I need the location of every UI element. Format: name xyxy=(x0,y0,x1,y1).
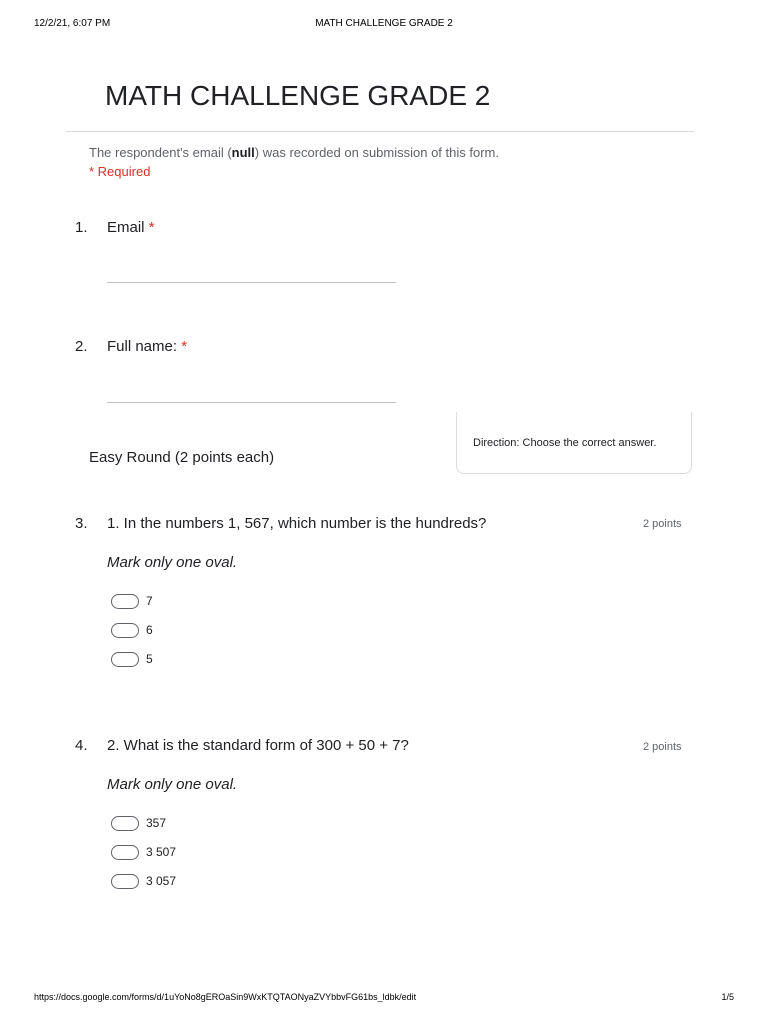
radio-oval[interactable] xyxy=(111,845,139,860)
question-number: 2. xyxy=(75,338,88,355)
radio-oval[interactable] xyxy=(111,623,139,638)
direction-box xyxy=(456,412,692,474)
points-label: 2 points xyxy=(643,741,682,753)
radio-oval[interactable] xyxy=(111,652,139,667)
note-suffix: ) was recorded on submission of this form. xyxy=(254,145,499,160)
section-title: Easy Round (2 points each) xyxy=(89,449,275,466)
note-prefix: The respondent's email ( xyxy=(89,145,232,160)
page-number: 1/5 xyxy=(721,992,734,1002)
option-label: 3 507 xyxy=(146,845,177,859)
option-label: 357 xyxy=(146,816,167,830)
radio-oval[interactable] xyxy=(111,594,139,609)
mark-instruction: Mark only one oval. xyxy=(107,776,238,793)
radio-oval[interactable] xyxy=(111,874,139,889)
question-number: 1. xyxy=(75,219,88,236)
form-title: MATH CHALLENGE GRADE 2 xyxy=(105,80,491,111)
email-recorded-note xyxy=(89,145,499,160)
direction-text: Direction: Choose the correct answer. xyxy=(473,437,657,449)
option-label: 3 057 xyxy=(146,874,177,888)
email-input-line[interactable] xyxy=(107,282,396,283)
required-star: * xyxy=(148,219,155,236)
mark-instruction: Mark only one oval. xyxy=(107,554,238,571)
question-text: 1. In the numbers 1, 567, which number is the hundreds? xyxy=(107,515,487,532)
question-number: 3. xyxy=(75,515,88,532)
title-divider xyxy=(66,131,694,132)
question-label xyxy=(107,219,155,236)
footer-url: https://docs.google.com/forms/d/1uYoNo8gEROaSin9WxKTQTAONyaZVYbbvFG61bs_ldbk/edit xyxy=(34,992,417,1002)
required-legend: * Required xyxy=(89,164,151,179)
option-label: 6 xyxy=(146,623,153,637)
full-name-input-line[interactable] xyxy=(107,402,396,403)
note-null: null xyxy=(231,145,255,160)
question-text: Email xyxy=(107,219,145,236)
required-star: * xyxy=(181,338,188,355)
question-text: 2. What is the standard form of 300 + 50 + 7? xyxy=(107,737,409,754)
radio-oval[interactable] xyxy=(111,816,139,831)
option-label: 7 xyxy=(146,594,153,608)
question-text: Full name: xyxy=(107,338,178,355)
print-datetime: 12/2/21, 6:07 PM xyxy=(34,18,111,29)
question-number: 4. xyxy=(75,737,88,754)
print-doc-title: MATH CHALLENGE GRADE 2 xyxy=(315,18,453,29)
points-label: 2 points xyxy=(643,518,682,530)
question-label xyxy=(107,338,187,355)
option-label: 5 xyxy=(146,652,153,666)
